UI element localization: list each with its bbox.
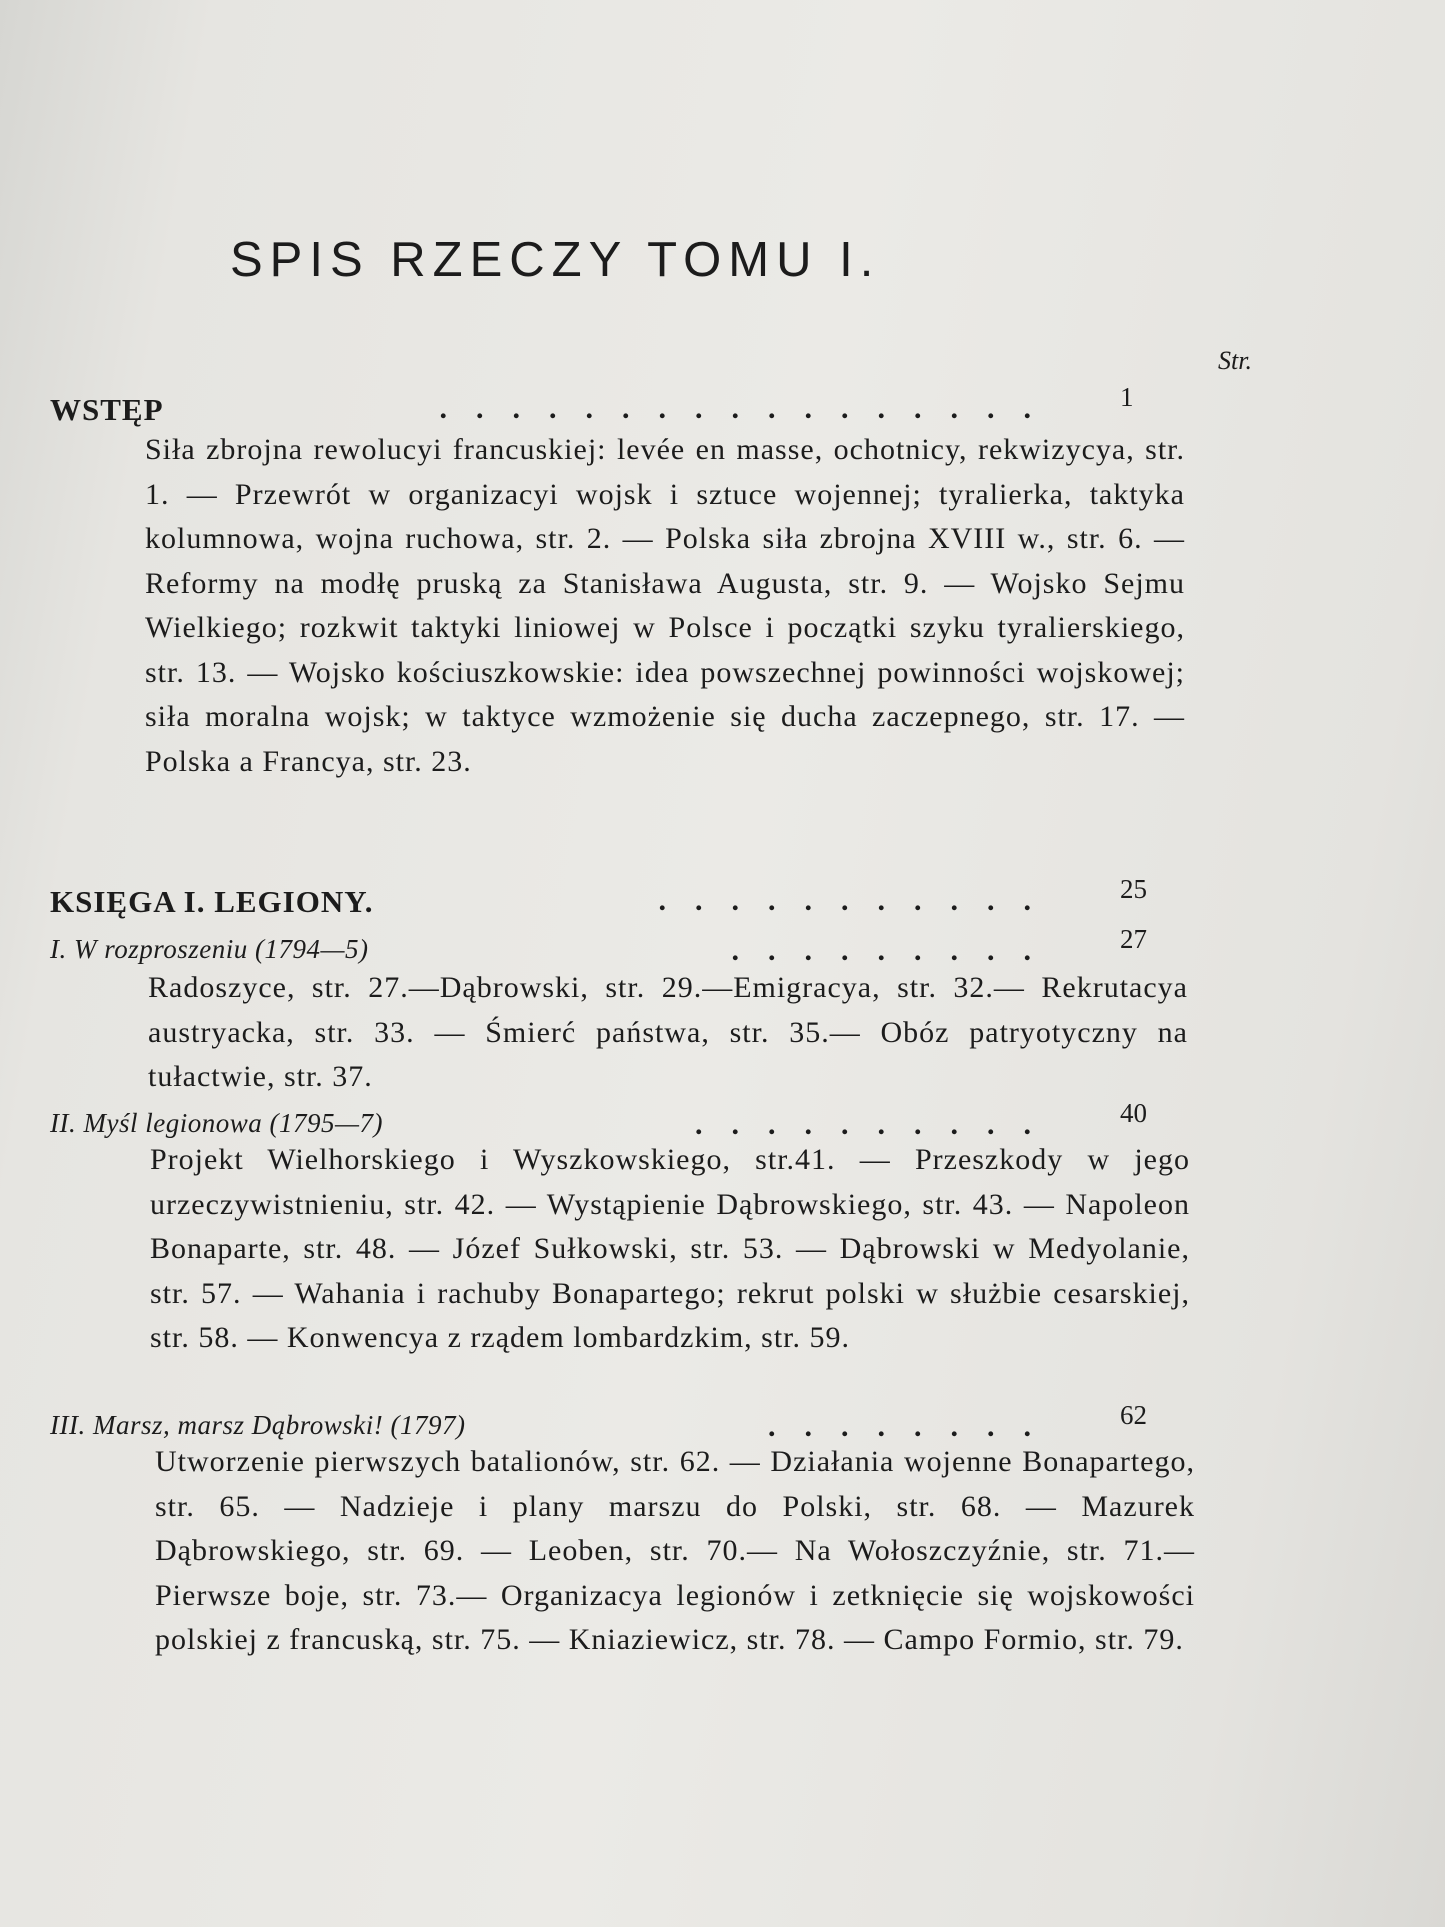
page-column-header: Str. <box>1218 346 1252 375</box>
leader-dots: ................. <box>439 392 1060 425</box>
toc-description: Projekt Wielhorskiego i Wyszkowskiego, str.41. — Przeszkody w jego urzeczywistnieniu, str. 42. — Wystąpienie Dąbrowskiego, str. 43. — Napoleon Bonaparte, str. 48. — Józef Sułkowski, str. 53. — Dąbrowski w Medyolanie, str. 57. — Wahania i rachuby Bonapartego; rekrut polski w służbie cesarskiej, str. 58. — Konwencya z rządem lombardzkim, str. 59. <box>150 1143 1190 1354</box>
toc-description: Radoszyce, str. 27.—Dąbrowski, str. 29.—Emigracya, str. 32.— Rekrutacya austryacka, str. 33. — Śmierć państwa, str. 35.— Obóz patryotyczny na tułactwie, str. 37. <box>148 971 1188 1093</box>
leader-dots: ........... <box>658 884 1060 917</box>
toc-entry-wstep <box>50 382 1180 432</box>
toc-page-number: 62 <box>1120 1400 1147 1430</box>
toc-entry-ksiega <box>50 874 1180 924</box>
leader-dots: ........ <box>768 1410 1060 1443</box>
toc-page-number: 1 <box>1120 382 1134 412</box>
leader-dots: ......... <box>731 934 1060 967</box>
toc-label: III. Marsz, marsz Dąbrowski! (1797) <box>50 1410 466 1440</box>
toc-label: II. Myśl legionowa (1795—7) <box>50 1108 383 1138</box>
toc-page-number: 40 <box>1120 1098 1147 1128</box>
leader-dots: .......... <box>695 1108 1060 1141</box>
toc-description: Siła zbrojna rewolucyi francuskiej: levée en masse, ochotnicy, rekwizycya, str. 1. — Przewrót w organizacyi wojsk i sztuce wojennej; tyralierka, taktyka kolumnowa, wojna ruchowa, str. 2. — Polska siła zbrojna XVIII w., str. 6. — Reformy na modłę pruską za Stanisława Augusta, str. 9. — Wojsko Sejmu Wielkiego; rozkwit taktyki liniowej w Polsce i początki szyku tyralierskiego, str. 13. — Wojsko kościuszkowskie: idea powszechnej powinności wojskowej; siła moralna wojsk; w taktyce wzmożenie się ducha zaczepnego, str. 17. — Polska a Francya, str. 23. <box>145 433 1185 778</box>
page-title: SPIS RZECZY TOMU I. <box>230 233 881 287</box>
toc-page-number: 27 <box>1120 924 1147 954</box>
toc-label: I. W rozproszeniu (1794—5) <box>50 934 369 964</box>
toc-label: WSTĘP <box>50 392 164 427</box>
toc-description: Utworzenie pierwszych batalionów, str. 62. — Działania wojenne Bonapartego, str. 65. — Nadzieje i plany marszu do Polski, str. 68. — Mazurek Dąbrowskiego, str. 69. — Leoben, str. 70.— Na Wołoszczyźnie, str. 71.—Pierwsze boje, str. 73.— Organizacya legionów i zetknięcie się wojskowości polskiej z francuską, str. 75. — Kniaziewicz, str. 78. — Campo Formio, str. 79. <box>155 1445 1195 1656</box>
toc-page-number: 25 <box>1120 874 1147 904</box>
toc-label: KSIĘGA I. LEGIONY. <box>50 884 374 919</box>
